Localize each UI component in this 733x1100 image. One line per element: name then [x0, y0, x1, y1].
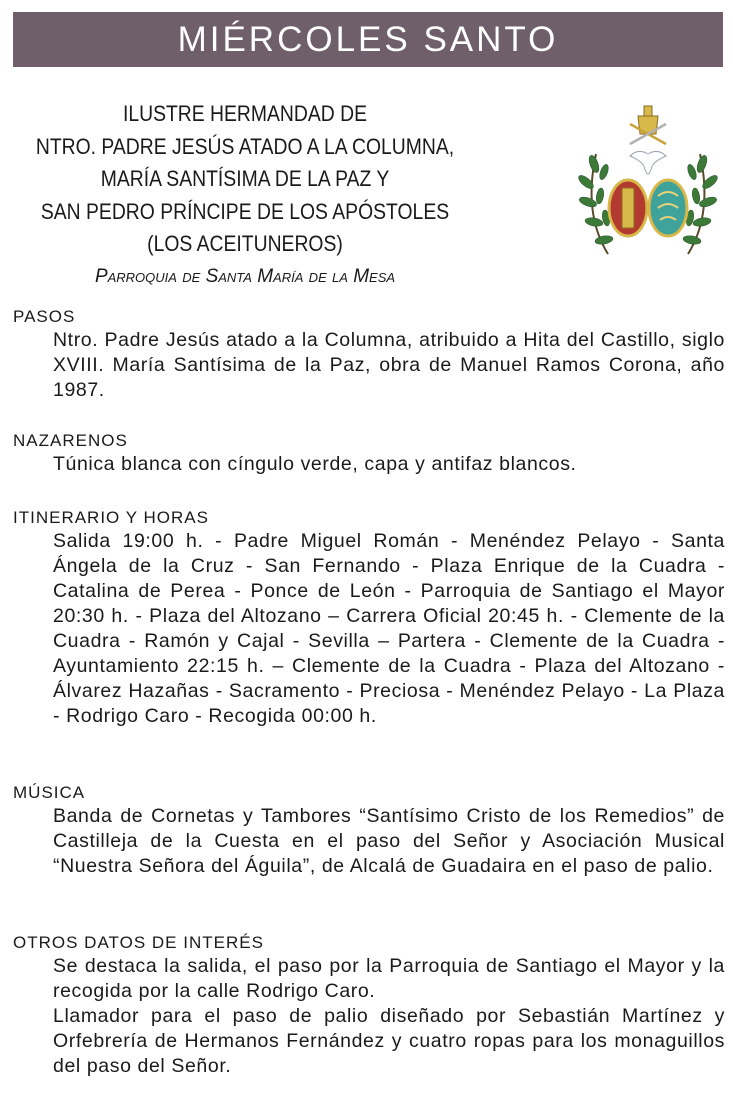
- page-banner: [13, 12, 723, 67]
- heading-line: (LOS ACEITUNEROS): [147, 231, 343, 256]
- section-nazarenos: [13, 430, 725, 477]
- section-text: Llamador para el paso de palio diseñado por Sebastián Martínez y Orfebrería de Hermanos Fernández y cuatro ropas para los monaguillos del paso del Señor.: [53, 1005, 725, 1077]
- parish-name: Parroquia de Santa María de la Mesa: [94, 265, 396, 287]
- heading-line: NTRO. PADRE JESÚS ATADO A LA COLUMNA,: [35, 133, 455, 159]
- section-otros: [13, 932, 725, 1079]
- heading-line: ILUSTRE HERMANDAD DE: [122, 101, 368, 126]
- section-title: PASOS: [13, 307, 76, 326]
- section-title: NAZARENOS: [13, 431, 128, 450]
- section-title: MÚSICA: [13, 783, 86, 802]
- brotherhood-heading: [0, 98, 490, 293]
- section-pasos: [13, 306, 725, 403]
- section-itinerario: [13, 507, 725, 729]
- section-text: Salida 19:00 h. - Padre Miguel Román - Menéndez Pelayo - Santa Ángela de la Cruz - San Fernando - Plaza Enrique de la Cuadra - Catalina de Perea - Ponce de León - Parroquia de Santiago el Mayor 20:30 h. - Plaza del Altozano – Carrera Oficial 20:45 h. - Clemente de la Cuadra - Ramón y Cajal - Sevilla – Partera - Clemente de la Cuadra - Ayuntamiento 22:15 h. – Clemente de la Cuadra - Plaza del Altozano - Álvarez Hazañas - Sacramento - Preciosa - Menéndez Pelayo - La Plaza - Rodrigo Caro - Recogida 00:00 h.: [53, 530, 725, 727]
- section-text: Túnica blanca con cíngulo verde, capa y antifaz blancos.: [53, 453, 577, 475]
- section-title: ITINERARIO Y HORAS: [13, 508, 209, 527]
- section-text: Ntro. Padre Jesús atado a la Columna, atribuido a Hita del Castillo, siglo XVIII. María Santísima de la Paz, obra de Manuel Ramos Corona, año 1987.: [53, 329, 725, 401]
- banner-title: MIÉRCOLES SANTO: [177, 20, 559, 59]
- heading-line: SAN PEDRO PRÍNCIPE DE LOS APÓSTOLES: [40, 198, 450, 224]
- section-title: OTROS DATOS DE INTERÉS: [13, 933, 264, 952]
- section-text: Banda de Cornetas y Tambores “Santísimo Cristo de los Remedios” de Castilleja de la Cuesta en el paso del Señor y Asociación Musical “Nuestra Señora del Águila”, de Alcalá de Guadaira en el paso de palio.: [53, 805, 725, 877]
- section-musica: [13, 782, 725, 879]
- brotherhood-crest-icon: [578, 104, 718, 264]
- section-text: Se destaca la salida, el paso por la Parroquia de Santiago el Mayor y la recogida por la calle Rodrigo Caro.: [53, 955, 725, 1002]
- heading-line: MARÍA SANTÍSIMA DE LA PAZ Y: [100, 166, 390, 191]
